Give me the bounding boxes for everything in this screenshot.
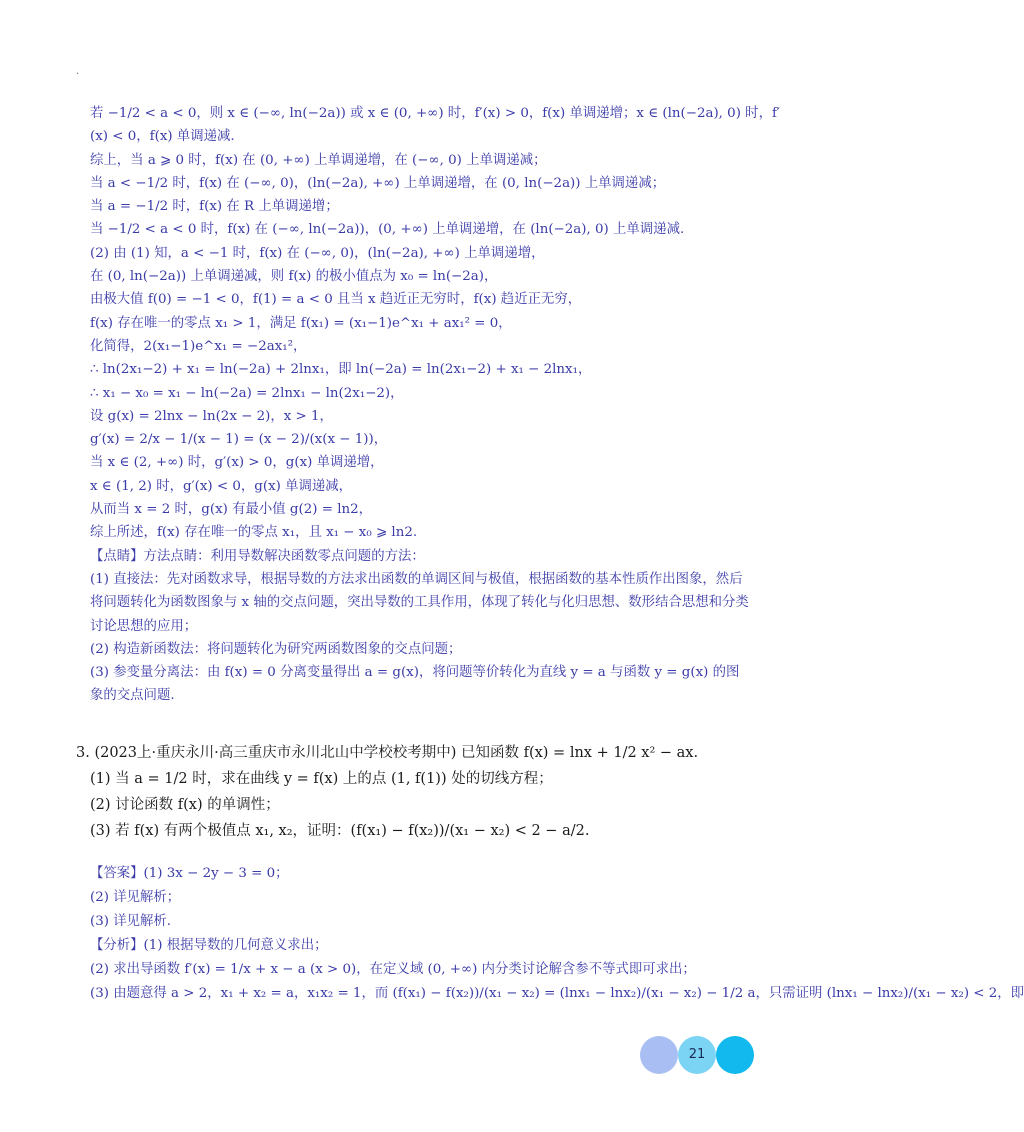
solution-line: 从而当 x = 2 时，g(x) 有最小值 g(2) = ln2， — [90, 502, 373, 518]
answer-line: (2) 详见解析； — [90, 890, 181, 905]
solution-line: ∴ ln(2x₁−2) + x₁ = ln(−2a) + 2lnx₁，即 ln(−2a) = ln(2x₁−2) + x₁ − 2lnx₁， — [90, 362, 592, 378]
solution-line: f(x) 存在唯一的零点 x₁ > 1，满足 f(x₁) = (x₁−1)e^x₁ + ax₁² = 0， — [90, 315, 512, 331]
answer-line: (3) 详见解析. — [90, 914, 172, 929]
solution-line: 当 a < −1/2 时，f(x) 在 (−∞, 0)，(ln(−2a), +∞) 上单调递增，在 (0, ln(−2a)) 上单调递减； — [90, 175, 666, 191]
question-part: (1) 当 a = 1/2 时，求在曲线 y = f(x) 上的点 (1, f(1)) 处的切线方程； — [90, 771, 553, 787]
method-item: (2) 构造新函数法：将问题转化为研究两函数图象的交点问题； — [90, 641, 462, 657]
question-block — [76, 740, 756, 844]
solution-line: (x) < 0，f(x) 单调递减. — [90, 129, 235, 145]
solution-line: 在 (0, ln(−2a)) 上单调递减，则 f(x) 的极小值点为 x₀ = ln(−2a)， — [90, 269, 498, 285]
solution-block — [90, 102, 780, 708]
page-number: 21 — [688, 1047, 706, 1062]
corner-marker: . — [76, 66, 80, 77]
solution-line: 综上所述，f(x) 存在唯一的零点 x₁，且 x₁ − x₀ ⩾ ln2. — [90, 525, 418, 541]
solution-line: g′(x) = 2/x − 1/(x − 1) = (x − 2)/(x(x − 1))， — [90, 432, 388, 448]
page-footer — [640, 1036, 760, 1076]
solution-line: 化简得，2(x₁−1)e^x₁ = −2ax₁²， — [90, 338, 307, 354]
solution-line: (2) 由 (1) 知，a < −1 时，f(x) 在 (−∞, 0)，(ln(−2a), +∞) 上单调递增， — [90, 245, 545, 261]
solution-line: 综上，当 a ⩾ 0 时，f(x) 在 (0, +∞) 上单调递增，在 (−∞, 0) 上单调递减； — [90, 152, 547, 168]
analysis-line: (2) 求出导函数 f′(x) = 1/x + x − a (x > 0)，在定义域 (0, +∞) 内分类讨论解含参不等式即可求出； — [90, 962, 696, 977]
solution-line: 设 g(x) = 2lnx − ln(2x − 2)，x > 1， — [90, 408, 333, 424]
solution-line: 当 a = −1/2 时，f(x) 在 R 上单调递增； — [90, 199, 339, 215]
analysis-line: 【分析】(1) 根据导数的几何意义求出； — [90, 938, 328, 953]
answer-line: 【答案】(1) 3x − 2y − 3 = 0； — [90, 866, 289, 881]
method-item: (1) 直接法：先对函数求导，根据导数的方法求出函数的单调区间与极值，根据函数的基本性质作出图象，然后将问题转化为函数图象与 x 轴的交点问题，突出导数的工具作用，体现了转化与化归思想、数形结合思想和分类讨论思想的应用； — [90, 571, 749, 634]
decor-circle — [716, 1036, 754, 1074]
solution-line: 当 −1/2 < a < 0 时，f(x) 在 (−∞, ln(−2a))，(0, +∞) 上单调递增，在 (ln(−2a), 0) 上单调递减. — [90, 222, 685, 238]
question-part: (2) 讨论函数 f(x) 的单调性； — [90, 797, 280, 813]
solution-line: x ∈ (1, 2) 时，g′(x) < 0，g(x) 单调递减， — [90, 478, 353, 494]
question-part: (3) 若 f(x) 有两个极值点 x₁, x₂，证明：(f(x₁) − f(x₂))/(x₁ − x₂) < 2 − a/2. — [90, 823, 590, 839]
solution-line: 若 −1/2 < a < 0，则 x ∈ (−∞, ln(−2a)) 或 x ∈ (0, +∞) 时，f′(x) > 0，f(x) 单调递增；x ∈ (ln(−2a), 0) 时，f′ — [90, 106, 780, 121]
solution-line: 当 x ∈ (2, +∞) 时，g′(x) > 0，g(x) 单调递增， — [90, 455, 384, 471]
solution-line: 由极大值 f(0) = −1 < 0，f(1) = a < 0 且当 x 趋近正无穷时，f(x) 趋近正无穷， — [90, 292, 582, 308]
decor-circle — [640, 1036, 678, 1074]
answer-block — [90, 862, 1024, 1006]
method-item: (3) 参变量分离法：由 f(x) = 0 分离变量得出 a = g(x)，将问题等价转化为直线 y = a 与函数 y = g(x) 的图象的交点问题. — [90, 665, 740, 704]
method-heading: 【点睛】方法点睛：利用导数解决函数零点问题的方法： — [90, 548, 425, 564]
analysis-line: (3) 由题意得 a > 2，x₁ + x₂ = a，x₁x₂ = 1，而 (f(x₁) − f(x₂))/(x₁ − x₂) = (lnx₁ − lnx₂)/(x₁ − x₂) − 1/2 a，只需证明 (lnx₁ − lnx₂)/(x₁ − x₂) < 2，即 — [90, 986, 1024, 1001]
question-heading: 3. (2023上·重庆永川·高三重庆市永川北山中学校校考期中) 已知函数 f(x) = lnx + 1/2 x² − ax. — [76, 745, 699, 761]
solution-line: ∴ x₁ − x₀ = x₁ − ln(−2a) = 2lnx₁ − ln(2x₁−2)， — [90, 385, 404, 401]
